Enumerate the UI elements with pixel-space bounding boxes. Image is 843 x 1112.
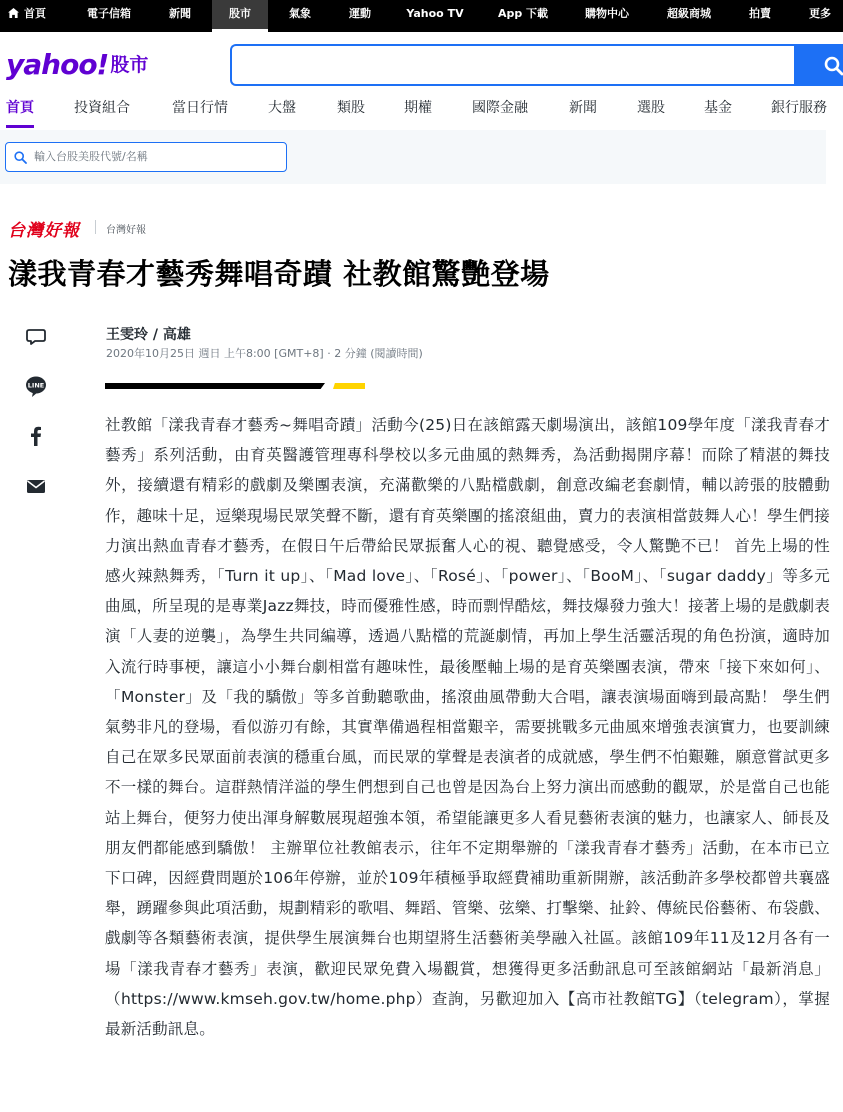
provider-logo[interactable]: 台灣好報: [8, 221, 80, 241]
topnav-weather[interactable]: 氣象: [289, 7, 311, 20]
nav-home[interactable]: 首頁: [6, 96, 34, 128]
title-rule-black: [105, 383, 325, 389]
search-button[interactable]: [794, 44, 843, 86]
nav-portfolio[interactable]: 投資組合: [74, 100, 130, 116]
article-title: 漾我青春才藝秀舞唱奇蹟 社教館驚艷登場: [8, 257, 550, 291]
topnav-app-download[interactable]: App 下載: [497, 7, 549, 20]
facebook-icon: [22, 422, 50, 450]
top-navigation-bar: [0, 0, 843, 32]
line-icon-label: LINE: [27, 381, 45, 390]
topnav-auction[interactable]: 拍賣: [749, 7, 771, 20]
nav-international[interactable]: 國際金融: [472, 100, 528, 116]
article-meta: 2020年10月25日 週日 上午8:00 [GMT+8] · 2 分鐘 (閱讀時間): [106, 347, 423, 360]
share-mail-button[interactable]: [22, 472, 50, 500]
logo-section-text: 股市: [110, 54, 149, 76]
quote-search-placeholder: 輸入台股美股代號/名稱: [34, 150, 148, 163]
provider-name[interactable]: 台灣好報: [106, 225, 146, 236]
topnav-sports[interactable]: 運動: [349, 7, 371, 20]
search-icon: [824, 56, 843, 76]
provider-divider: [95, 220, 96, 234]
topnav-mail[interactable]: 電子信箱: [87, 7, 131, 20]
mail-icon: [22, 472, 50, 500]
nav-news[interactable]: 新聞: [569, 100, 597, 116]
article-body: 社教館「漾我青春才藝秀~舞唱奇蹟」活動今(25)日在該館露天劇場演出，該館109學年度「漾我青春才藝秀」系列活動，由育英醫護管理專科學校以多元曲風的熱舞秀，為活動揭開序幕！而除了精湛的舞技外，接續還有精彩的戲劇及樂團表演，充滿歡樂的八點檔戲劇，創意改編老套劇情，輔以誇張的肢體動作，趣味十足，逗樂現場民眾笑聲不斷，還有育英樂團的搖滾組曲，賣力的表演相當鼓舞人心！學生們接力演出熱血青春才藝秀，在假日午后帶給民眾振奮人心的視、聽覺感受，令人驚艷不已！ 首先上場的性感火辣熱舞秀，「Turn it up」、「Mad love」、「Rosé」、「power」、「BooM」、「sugar daddy」等多元曲風，所呈現的是專業Jazz舞技，時而優雅性感，時而剽悍酷炫，舞技爆發力強大！接著上場的是戲劇表演「人妻的逆襲」，為學生共同編導，透過八點檔的荒誕劇情，再加上學生活靈活現的角色扮演，適時加入流行時事梗，讓這小小舞台劇相當有趣味性，最後壓軸上場的是育英樂團表演，帶來「接下來如何」、「Monster」及「我的驕傲」等多首動聽歌曲，搖滾曲風帶動大合唱，讓表演場面嗨到最高點！ 學生們氣勢非凡的登場，看似游刃有餘，其實準備過程相當艱辛，需要挑戰多元曲風來增強表演實力，也要訓練自己在眾多民眾面前表演的穩重台風，而民眾的掌聲是表演者的成就感，學生們不怕艱難，願意嘗試更多不一樣的舞台。這群熱情洋溢的學生們想到自己也曾是因為台上努力演出而感動的觀眾，於是當自己也能站上舞台，便努力使出渾身解數展現超強本領，希望能讓更多人看見藝術表演的魅力，也讓家人、師長及朋友們都能感到驕傲！ 主辦單位社教館表示，往年不定期舉辦的「漾我青春才藝秀」活動，在本市已立下口碑，因經費問題於106年停辦，並於109年積極爭取經費補助重新開辦，該活動許多學校都曾共襄盛舉，踴躍參與此項活動，規劃精彩的歌唱、舞蹈、管樂、弦樂、打擊樂、扯鈴、傳統民俗藝術、布袋戲、戲劇等各類藝術表演，提供學生展演舞台也期望將生活藝術美學融入社區。該館109年11及12月各有一場「漾我青春才藝秀」表演，歡迎民眾免費入場觀賞，想獲得更多活動訊息可至該館網站「最新消息」（https://www.kmseh.gov.tw/home.php）查詢，另歡迎加入【高市社教館TG】（telegram），掌握最新活動訊息。: [105, 416, 830, 1039]
article-author[interactable]: 王雯玲 / 高雄: [106, 327, 191, 343]
share-facebook-button[interactable]: [22, 422, 50, 450]
topnav-news[interactable]: 新聞: [169, 7, 191, 20]
nav-market-index[interactable]: 大盤: [268, 100, 296, 116]
topnav-yahoo-tv[interactable]: Yahoo TV: [406, 7, 464, 20]
nav-options[interactable]: 期權: [404, 100, 432, 116]
topnav-mall[interactable]: 超級商城: [667, 7, 711, 20]
topnav-more[interactable]: 更多: [809, 7, 831, 20]
comment-button[interactable]: [22, 322, 50, 350]
main-navigation: [0, 96, 843, 128]
title-rule-yellow: [333, 383, 365, 389]
home-icon: [8, 8, 19, 18]
comment-icon: [22, 322, 50, 350]
nav-stock-screener[interactable]: 選股: [637, 100, 665, 116]
nav-daily-quotes[interactable]: 當日行情: [172, 100, 228, 116]
nav-banking[interactable]: 銀行服務: [771, 100, 827, 116]
search-icon: [14, 151, 27, 164]
quote-search-input[interactable]: [5, 142, 287, 172]
share-line-button[interactable]: [22, 372, 50, 400]
yahoo-stock-logo[interactable]: [6, 48, 148, 88]
nav-funds[interactable]: 基金: [704, 100, 732, 116]
nav-sectors[interactable]: 類股: [337, 100, 365, 116]
topnav-shopping[interactable]: 購物中心: [585, 7, 629, 20]
yahoo-logo-text: yahoo!: [6, 48, 109, 81]
topnav-home-label: 首頁: [24, 7, 46, 20]
topnav-stock[interactable]: 股市: [212, 0, 268, 32]
topnav-home[interactable]: [4, 0, 50, 32]
search-input[interactable]: [230, 44, 794, 86]
line-icon: [22, 372, 50, 400]
